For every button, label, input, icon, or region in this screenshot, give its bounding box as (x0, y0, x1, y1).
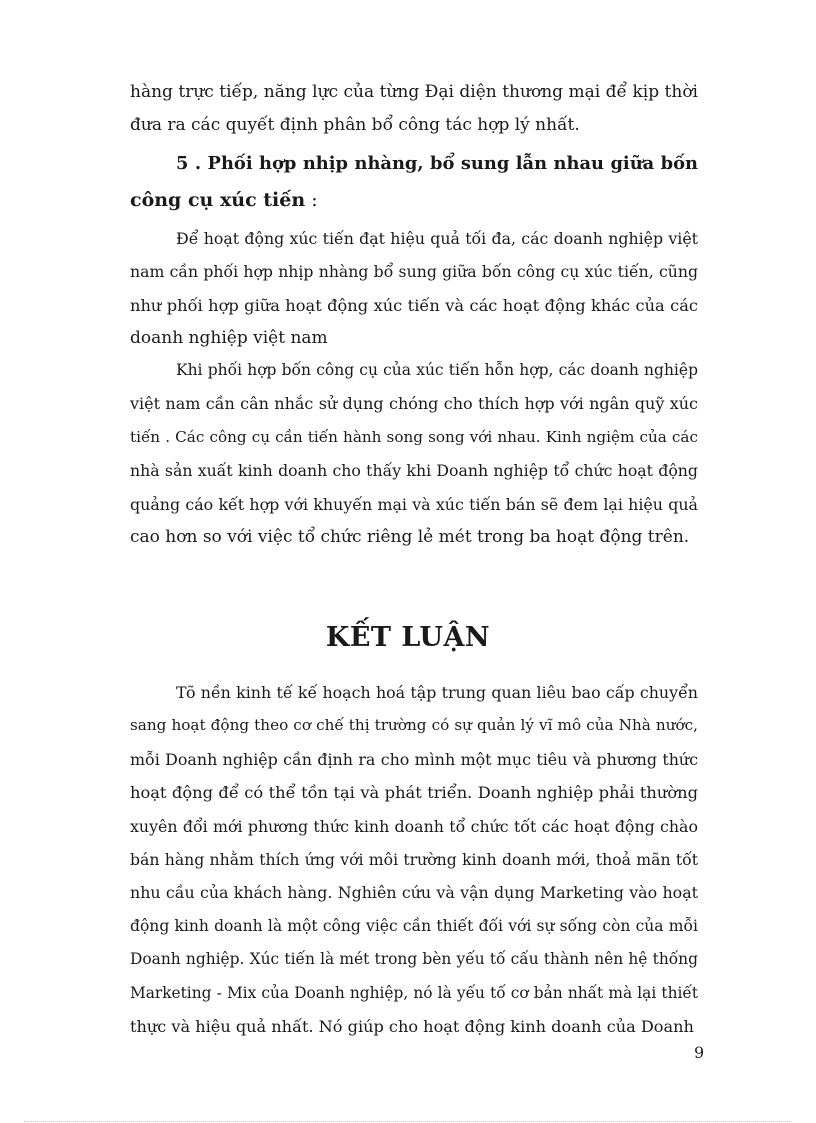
text-line: việt nam cần cân nhắc sử dụng chóng cho thích hợp với ngân quỹ xúc (130, 394, 698, 414)
text-line: nhu cầu của khách hàng. Nghiên cứu và vận dụng Marketing vào hoạt (130, 883, 698, 903)
heading-line: 5 . Phối hợp nhịp nhàng, bổ sung lẫn nhau giữa bốn (176, 153, 698, 174)
text-line: Khi phối hợp bốn công cụ của xúc tiến hỗn hợp, các doanh nghiệp (176, 361, 698, 379)
conclusion-title: KẾT LUẬN (325, 622, 491, 653)
text-line: hàng trực tiếp, năng lực của từng Đại diện thương mại để kịp thời (130, 82, 698, 102)
text-line: mỗi Doanh nghiệp cần định ra cho mình một mục tiêu và phương thức (130, 749, 698, 769)
text-line: đưa ra các quyết định phân bổ công tác hợp lý nhất. (130, 115, 580, 136)
text-line: tiến . Các công cụ cần tiến hành song song với nhau. Kinh ngiệm của các (130, 427, 698, 446)
text-line: cao hơn so với việc tổ chức riêng lẻ mét trong ba hoạt động trên. (130, 527, 690, 548)
text-line: doanh nghiệp việt nam (130, 328, 328, 349)
page-number: 9 (694, 1043, 705, 1062)
text-line: sang hoạt động theo cơ chế thị trường có sự quản lý vĩ mô của Nhà nước, (130, 716, 698, 735)
heading-bold-text: công cụ xúc tiến (130, 189, 306, 211)
text-line: quảng cáo kết hợp với khuyến mại và xúc tiến bán sẽ đem lại hiệu quả (130, 494, 698, 514)
text-line: hoạt động để có thể tồn tại và phát triển. Doanh nghiệp phải thường (130, 783, 698, 803)
text-line: Để hoạt động xúc tiến đạt hiệu quả tối đa, các doanh nghiệp việt (176, 229, 698, 248)
paragraph-a (130, 222, 698, 356)
paragraph-top (130, 76, 698, 143)
heading-line-2 (130, 182, 698, 218)
text-line: Tõ nền kinh tế kế hoạch hoá tập trung quan liêu bao cấp chuyển (176, 683, 698, 702)
text-line: động kinh doanh là một công việc cần thiết đối với sự sống còn của mỗi (130, 916, 698, 935)
text-line: Marketing - Mix của Doanh nghiệp, nó là yếu tố cơ bản nhất mà lại thiết (130, 983, 698, 1002)
text-line: xuyên đổi mới phương thức kinh doanh tổ chức tốt các hoạt động chào (130, 816, 698, 836)
conclusion-paragraph (130, 676, 698, 1043)
section-5-heading (130, 146, 698, 218)
paragraph-b (130, 354, 698, 554)
heading-colon: : (305, 189, 318, 211)
text-line: nhà sản xuất kinh doanh cho thấy khi Doanh nghiệp tổ chức hoạt động (130, 461, 698, 481)
text-line: như phối hợp giữa hoạt động xúc tiến và các hoạt động khác của các (130, 295, 698, 315)
text-line: bán hàng nhằm thích ứng với môi trường kinh doanh mới, thoả mãn tốt (130, 850, 698, 870)
text-line: Doanh nghiệp. Xúc tiến là mét trong bèn yếu tố cấu thành nên hệ thống (130, 950, 698, 969)
page-bottom-divider (24, 1121, 792, 1122)
text-line: nam cần phối hợp nhịp nhàng bổ sung giữa bốn công cụ xúc tiến, cũng (130, 262, 698, 282)
text-line: thực và hiệu quả nhất. Nó giúp cho hoạt động kinh doanh của Doanh (130, 1017, 694, 1037)
